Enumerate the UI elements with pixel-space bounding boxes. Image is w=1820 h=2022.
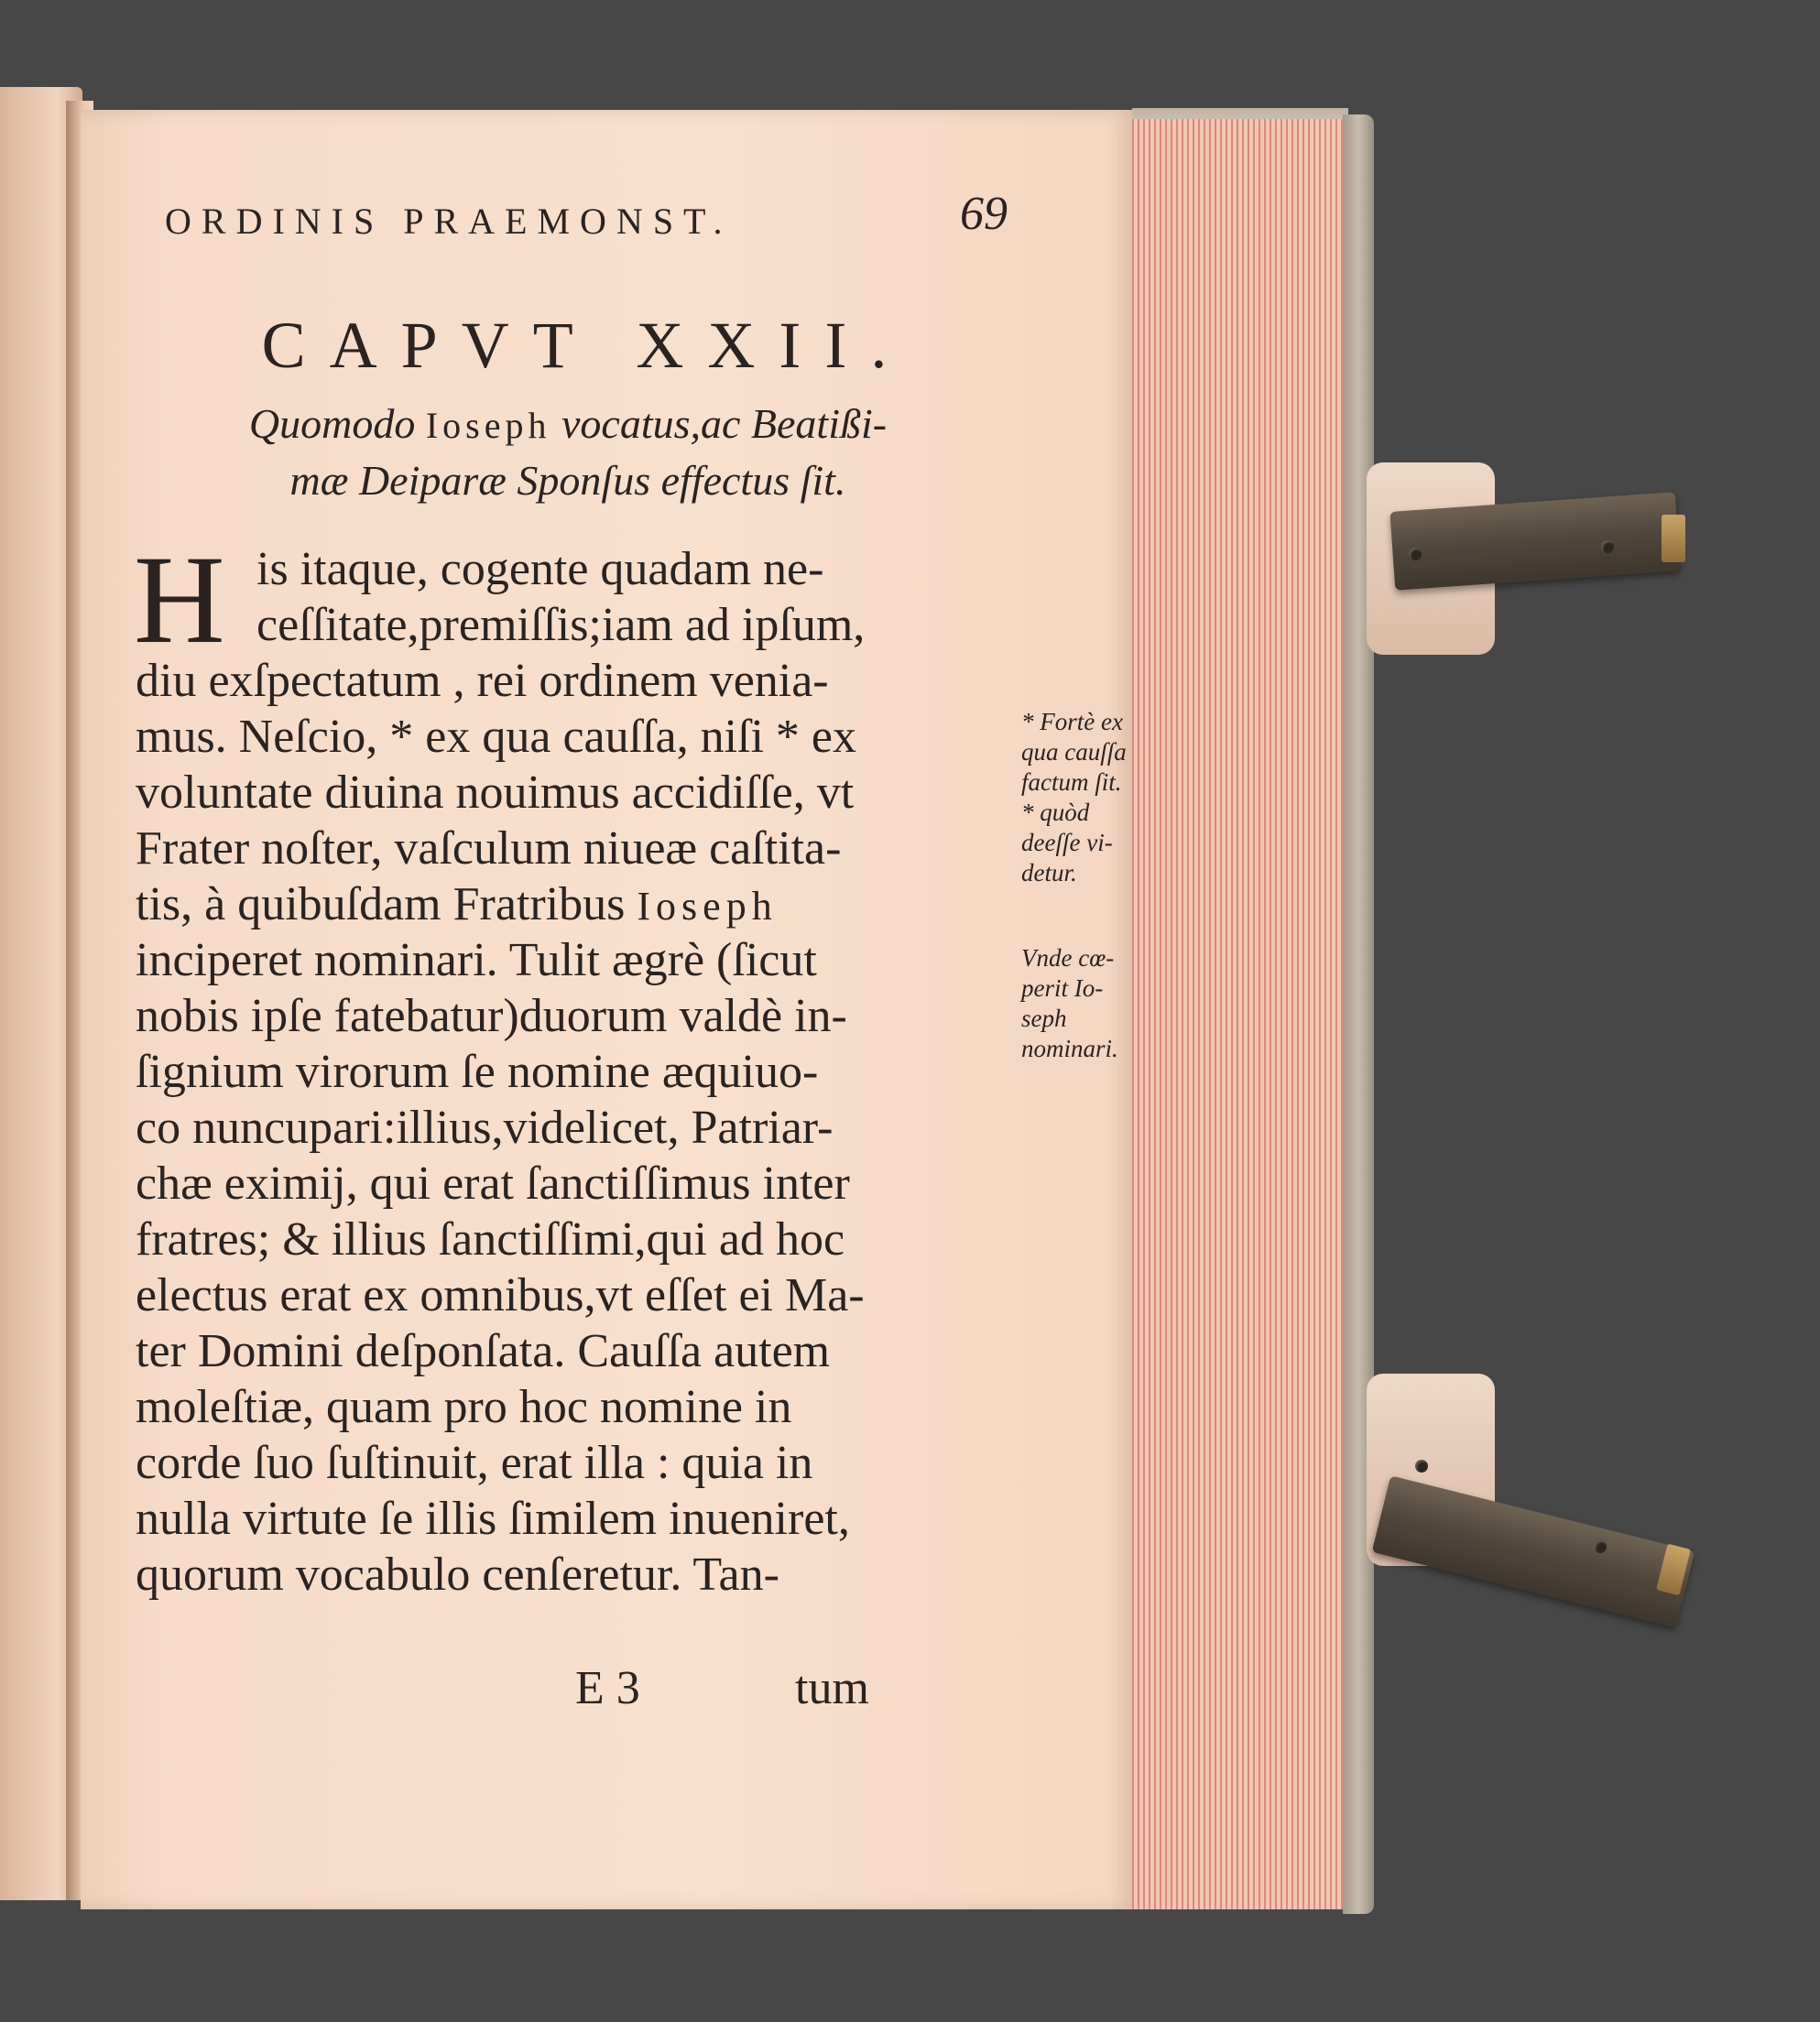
margin-note-line: nominari.	[1021, 1035, 1118, 1062]
upper-clasp-tip	[1662, 515, 1685, 562]
body-line: corde ſuo ſuſtinuit, erat illa : quia in	[136, 1437, 813, 1489]
margin-note-line: deeſſe vi-	[1021, 829, 1113, 856]
printed-page-text	[128, 0, 1136, 2022]
margin-note-line: Vnde cœ-	[1021, 944, 1115, 972]
body-line: mus. Neſcio, * ex qua cauſſa, niſi * ex	[136, 711, 857, 763]
lower-clasp-rivet	[1594, 1540, 1607, 1553]
body-line	[136, 877, 914, 934]
body-line: inciperet nominari. Tulit ægrè (ſicut	[136, 934, 817, 986]
margin-note-line: factum ſit.	[1021, 768, 1122, 796]
chapter-title: CAPVT XXII.	[261, 309, 911, 382]
margin-note-1	[1021, 707, 1195, 888]
margin-note-line: qua cauſſa	[1021, 738, 1127, 766]
margin-note-line: * quòd	[1021, 799, 1090, 826]
body-line-text: tis, à quibuſdam Fratribus	[136, 878, 638, 930]
margin-note-line: perit Io-	[1021, 974, 1104, 1002]
chapter-subtitle-line-1	[156, 399, 980, 448]
body-line: ceſſitate,premiſſis;iam ad ipſum,	[256, 599, 866, 651]
subtitle-name: Ioseph	[425, 405, 551, 446]
body-line: co nuncupari:illius,videlicet, Patriar-	[136, 1102, 834, 1154]
back-cover-edge	[1343, 114, 1374, 1914]
body-line: is itaque, cogente quadam ne-	[256, 543, 824, 595]
body-line: diu exſpectatum , rei ordinem venia-	[136, 655, 829, 707]
margin-note-2	[1021, 943, 1195, 1064]
body-line: chæ eximij, qui erat ſanctiſſimus inter	[136, 1158, 850, 1210]
body-line: Frater noſter, vaſculum niueæ caſtita-	[136, 822, 842, 875]
running-head	[165, 200, 1026, 243]
body-line: nulla virtute ſe illis ſimilem inueniret,	[136, 1493, 850, 1545]
body-line: ſignium virorum ſe nomine æquiuo-	[136, 1046, 819, 1098]
catchword: tum	[795, 1662, 869, 1714]
body-line-name: Ioseph	[637, 884, 778, 929]
running-head-text: ORDINIS PRAEMONST.	[165, 201, 733, 242]
drop-cap: H	[134, 529, 225, 669]
margin-note-line: * Fortè ex	[1021, 708, 1123, 735]
body-line: voluntate diuina nouimus accidiſſe, vt	[136, 766, 855, 819]
body-line: ter Domini deſponſata. Cauſſa autem	[136, 1325, 831, 1377]
body-line: nobis ipſe fatebatur)duorum valdè in-	[136, 990, 847, 1042]
subtitle-text: vocatus,ac Beatißi-	[550, 400, 888, 447]
chapter-subtitle-line-2: mæ Deiparæ Sponſus effectus ſit.	[289, 457, 846, 504]
signature-mark: E 3	[575, 1662, 640, 1714]
margin-note-line: seph	[1021, 1005, 1067, 1032]
margin-note-line: detur.	[1021, 859, 1077, 886]
body-line: quorum vocabulo cenſeretur. Tan-	[136, 1549, 779, 1601]
lower-clasp-strap	[1372, 1475, 1695, 1627]
subtitle-text: Quomodo	[248, 400, 426, 447]
page-number: 69	[960, 188, 1008, 240]
upper-clasp-rivet	[1601, 540, 1614, 553]
body-line: electus erat ex omnibus,vt eſſet ei Ma-	[136, 1269, 865, 1321]
body-line: moleſtiæ, quam pro hoc nomine in	[136, 1381, 792, 1433]
upper-clasp-rivet	[1409, 548, 1422, 560]
lower-clasp-rivet	[1415, 1460, 1428, 1473]
body-line: fratres; & illius ſanctiſſimi,qui ad hoc	[136, 1213, 845, 1266]
